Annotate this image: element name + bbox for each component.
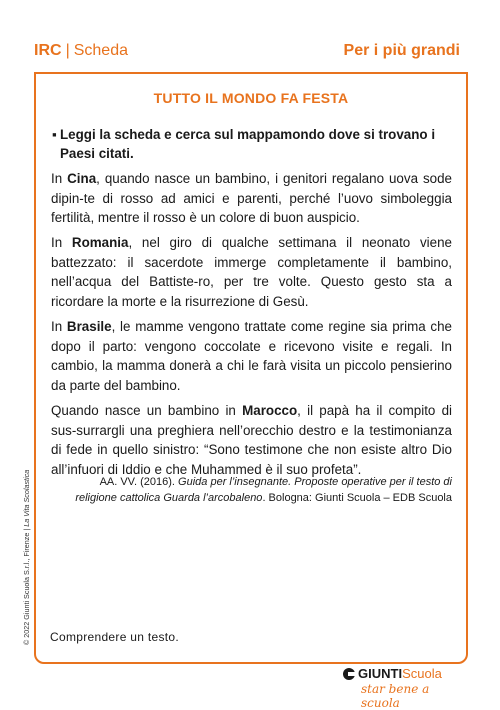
country-name: Brasile	[66, 319, 112, 334]
logo-wordmark	[358, 666, 442, 681]
copyright-magazine: La Vita Scolastica	[22, 469, 31, 527]
giunti-logo-icon	[343, 668, 355, 680]
page-header	[34, 42, 460, 68]
level-label: Per i più grandi	[343, 42, 460, 59]
worksheet-card	[34, 72, 468, 664]
country-name: Cina	[67, 171, 97, 186]
paragraph-text: , le mamme vengono trattate come regine sia prima che dopo il parto: vengono coccolate e ricevono visite e regali. In cambio, la mamma donerà a chi le farà visita un piccolo pensierino da parte del bambino.	[51, 319, 453, 393]
paragraph-prefix: In	[51, 235, 72, 250]
paragraph-prefix: In	[51, 319, 67, 334]
logo-tagline: star bene a scuola	[361, 682, 430, 710]
paragraph-marocco	[51, 401, 452, 479]
paragraph-text: , il papà ha il compito di sus-surrargli una preghiera nell’orecchio destro e la testimonianza di fede in quello sinistro: “Sono testimone che non esiste altro Dio all’infuori di Iddio e che Muhammed è il suo profeta”.	[51, 403, 453, 477]
giunti-scuola-logo	[343, 666, 453, 710]
paragraph-prefix: In	[51, 171, 68, 186]
paragraph-prefix: Quando nasce un bambino in	[51, 403, 243, 418]
logo-name-accent: Scuola	[402, 666, 442, 681]
citation-authors: AA. VV. (2016).	[99, 476, 179, 488]
source-citation	[66, 474, 452, 506]
worksheet-title: TUTTO IL MONDO FA FESTA	[153, 90, 349, 106]
paragraph-text: , nel giro di qualche settimana il neonato viene battezzato: il sacerdote immerge completamente il bambino, nell’acqua del Battiste-ro, per tre volte. Questo gesto sta a ricordare la morte e la risurrezione di Gesù.	[51, 235, 452, 309]
citation-title: Guida per l’insegnante. Proposte operative per il testo di religione cattolica Guarda l’arcobaleno	[75, 476, 452, 504]
task-text: Leggi la scheda e cerca sul mappamondo dove si trovano i Paesi citati.	[60, 127, 436, 161]
country-name: Romania	[71, 235, 129, 250]
brand-sheet: Scheda	[73, 42, 128, 59]
header-brand	[34, 42, 128, 60]
logo-name-main: GIUNTI	[358, 666, 403, 681]
task-instruction	[52, 125, 452, 163]
skill-label: Comprendere un testo.	[50, 630, 180, 644]
paragraph-brasile	[51, 317, 452, 395]
paragraph-cina	[51, 169, 452, 228]
country-name: Marocco	[242, 403, 298, 418]
brand-separator: |	[65, 42, 70, 59]
paragraph-romania	[51, 233, 452, 311]
paragraph-text: , quando nasce un bambino, i genitori regalano uova sode dipin-te di rosso ad amici e parenti, perché l’uovo simboleggia fertilità, mentre il rosso è un colore di buon auspicio.	[51, 171, 453, 225]
brand-irc: IRC	[34, 42, 62, 59]
copyright-notice	[22, 470, 31, 645]
bullet-icon: ▪	[52, 127, 57, 142]
copyright-text: © 2022 Giunti Scuola S.r.l., Firenze |	[22, 526, 31, 645]
citation-publisher: . Bologna: Giunti Scuola – EDB Scuola	[262, 492, 452, 504]
